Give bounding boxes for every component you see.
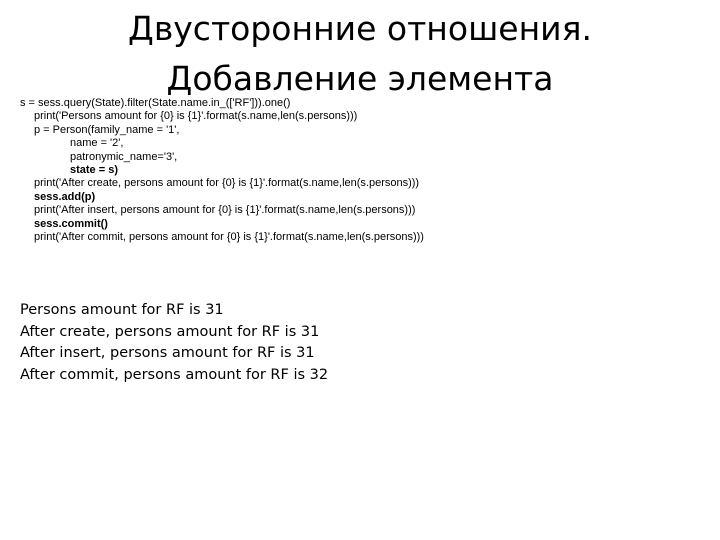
code-line: print('After create, persons amount for {0} is {1}'.format(s.name,len(s.persons))) <box>34 177 420 190</box>
code-line: print('Persons amount for {0} is {1}'.format(s.name,len(s.persons))) <box>34 110 358 123</box>
slide-title-line-1: Двусторонние отношения. <box>128 9 592 48</box>
code-block <box>20 97 710 244</box>
output-block <box>20 300 710 386</box>
code-line: print('After commit, persons amount for {0} is {1}'.format(s.name,len(s.persons))) <box>34 230 424 243</box>
code-line: sess.add(p) <box>34 190 96 203</box>
output-line: After create, persons amount for RF is 31 <box>20 323 320 340</box>
code-line: sess.commit() <box>34 217 108 230</box>
slide-title <box>0 4 720 104</box>
code-line: print('After insert, persons amount for {0} is {1}'.format(s.name,len(s.persons))) <box>34 204 416 217</box>
output-line: After insert, persons amount for RF is 31 <box>20 345 315 361</box>
output-line: Persons amount for RF is 31 <box>20 302 224 318</box>
code-line: p = Person(family_name = '1', <box>34 123 180 136</box>
code-line: s = sess.query(State).filter(State.name.in_(['RF'])).one() <box>20 97 291 109</box>
output-line: After commit, persons amount for RF is 32 <box>20 366 329 383</box>
slide-title-line-2: Добавление элемента <box>166 59 554 98</box>
code-line: patronymic_name='3', <box>70 150 178 163</box>
code-line: state = s) <box>70 163 118 176</box>
code-line: name = '2', <box>70 137 124 150</box>
